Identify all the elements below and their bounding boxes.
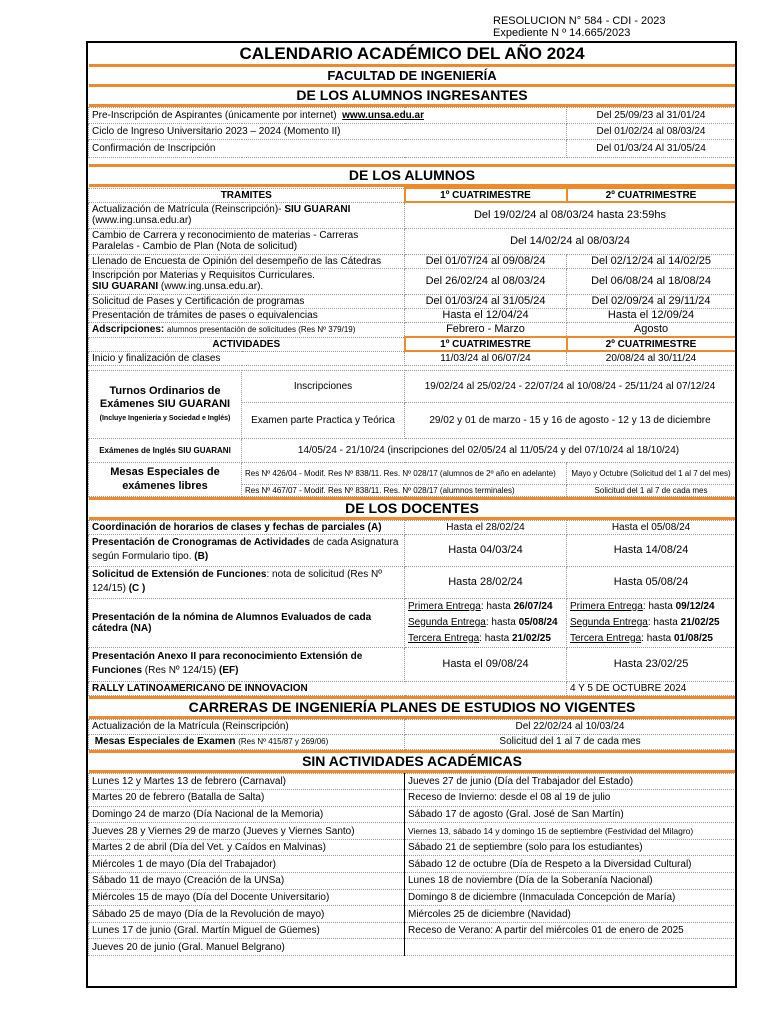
table-row (89, 520, 736, 534)
row-value: Del 22/02/24 al 10/03/24 (405, 719, 736, 734)
row-value-c1: 11/03/24 al 06/07/24 (405, 351, 567, 365)
calendar-document (86, 41, 737, 988)
holiday-left: Lunes 12 y Martes 13 de febrero (Carnaval) (89, 773, 405, 790)
row-value-c2: Hasta el 12/09/24 (567, 308, 736, 322)
holiday-row (89, 823, 736, 840)
row-label: Presentación de la nómina de Alumnos Evaluados de cada cátedra (NA) (89, 598, 405, 647)
row-value-c1: Hasta 04/03/24 (405, 534, 567, 566)
mesas-label: Mesas Especiales de exámenes libres (89, 462, 242, 496)
ingles-label: Exámenes de Inglés SIU GUARANI (89, 438, 242, 462)
turnos-examen-label: Examen parte Practica y Teórica (242, 402, 405, 438)
col-cuatrimestre-2: 2º CUATRIMESTRE (567, 337, 736, 351)
nomina-c1: Primera Entrega: hasta 26/07/24 Segunda Entrega: hasta 05/08/24 Tercera Entrega: hasta 21/02/25 (405, 598, 567, 647)
holiday-right: Receso de Verano: A partir del miércoles 01 de enero de 2025 (405, 922, 736, 939)
row-value: Del 25/09/23 al 31/01/24 (567, 108, 736, 124)
holiday-row (89, 806, 736, 823)
rally-value: 4 Y 5 DE OCTUBRE 2024 (567, 681, 736, 695)
row-value-c1: Hasta el 09/08/24 (405, 647, 567, 681)
table-row (89, 228, 736, 254)
row-value-c2: Agosto (567, 322, 736, 337)
row-label: Pre-Inscripción de Aspirantes (únicamente por internet) www.unsa.edu.ar (89, 108, 567, 124)
mesas-res-2: Res Nº 467/07 - Modif. Res Nº 838/11. Res. Nº 028/17 (alumnos terminales) (242, 484, 567, 496)
row-value-c2: Del 02/09/24 al 29/11/24 (567, 294, 736, 308)
row-value-c2: Hasta 14/08/24 (567, 534, 736, 566)
turnos-examen-value: 29/02 y 01 de marzo - 15 y 16 de agosto - 12 y 13 de diciembre (405, 402, 736, 438)
holiday-row (89, 773, 736, 790)
row-label: Mesas Especiales de Examen (Res Nº 415/87 y 269/06) (89, 734, 405, 749)
table-row (89, 438, 736, 462)
resolution-header (493, 15, 666, 39)
calendar-table (88, 43, 737, 773)
col-cuatrimestre-1: 1º CUATRIMESTRE (405, 188, 567, 202)
row-label: Solicitud de Extensión de Funciones: nota de solicitud (Res Nº 124/15) (C ) (89, 566, 405, 598)
table-row (89, 202, 736, 228)
holiday-right (405, 939, 736, 956)
table-row (89, 734, 736, 749)
table-row (89, 647, 736, 681)
section-heading-ingresantes: DE LOS ALUMNOS INGRESANTES (296, 87, 528, 103)
turnos-inscripciones-value: 19/02/24 al 25/02/24 - 22/07/24 al 10/08/24 - 25/11/24 al 07/12/24 (405, 370, 736, 402)
holiday-row (89, 906, 736, 923)
holiday-left: Jueves 20 de junio (Gral. Manuel Belgrano) (89, 939, 405, 956)
mesas-value-1: Mayo y Octubre (Solicitud del 1 al 7 del mes) (567, 462, 736, 484)
col-cuatrimestre-1: 1º CUATRIMESTRE (405, 337, 567, 351)
row-label: Presentación de Cronogramas de Actividades de cada Asignatura según Formulario tipo. (B) (89, 534, 405, 566)
column-header-row (89, 337, 736, 351)
table-row (89, 462, 736, 484)
table-row (89, 322, 736, 337)
rally-label: RALLY LATINOAMERICANO DE INNOVACION (89, 681, 567, 695)
holiday-left: Martes 2 de abril (Día del Vet. y Caídos en Malvinas) (89, 839, 405, 856)
row-label: Coordinación de horarios de clases y fechas de parciales (A) (89, 520, 405, 534)
row-value-c1: Del 26/02/24 al 08/03/24 (405, 268, 567, 294)
row-label: Actualización de Matrícula (Reinscripción)- SIU GUARANI (www.ing.unsa.edu.ar) (89, 202, 405, 228)
resolution-number: RESOLUCION N° 584 - CDI - 2023 (493, 15, 666, 27)
ingles-value: 14/05/24 - 21/10/24 (inscripciones del 02/05/24 al 11/05/24 y del 07/10/24 al 18/10/24) (242, 438, 736, 462)
holiday-row (89, 790, 736, 807)
holiday-left: Martes 20 de febrero (Batalla de Salta) (89, 790, 405, 807)
holiday-right: Receso de Invierno: desde el 08 al 19 de julio (405, 790, 736, 807)
row-value-c2: Hasta 23/02/25 (567, 647, 736, 681)
holiday-right: Domingo 8 de diciembre (Inmaculada Concepción de María) (405, 889, 736, 906)
holiday-row (89, 922, 736, 939)
row-label: Cambio de Carrera y reconocimiento de materias - Carreras Paralelas - Cambio de Plan (Nota de solicitud) (89, 228, 405, 254)
row-value: Del 01/02/24 al 08/03/24 (567, 124, 736, 140)
holiday-right: Viernes 13, sábado 14 y domingo 15 de septiembre (Festividad del Milagro) (405, 823, 736, 840)
row-value-c2: 20/08/24 al 30/11/24 (567, 351, 736, 365)
page-title: CALENDARIO ACADÉMICO DEL AÑO 2024 (239, 44, 585, 63)
holiday-list (89, 773, 736, 956)
holiday-row (89, 889, 736, 906)
row-label: Solicitud de Pases y Certificación de programas (89, 294, 405, 308)
table-row (89, 268, 736, 294)
row-label: Presentación de trámites de pases o equivalencias (89, 308, 405, 322)
row-value-c2: Del 06/08/24 al 18/08/24 (567, 268, 736, 294)
col-actividades: ACTIVIDADES (89, 337, 405, 351)
table-row (89, 598, 736, 647)
row-label: Confirmación de Inscripción (89, 140, 567, 158)
table-row (89, 719, 736, 734)
table-row (89, 681, 736, 695)
row-value: Del 14/02/24 al 08/03/24 (405, 228, 736, 254)
row-value-c1: Hasta 28/02/24 (405, 566, 567, 598)
holiday-row (89, 839, 736, 856)
holiday-row (89, 939, 736, 956)
holiday-row (89, 873, 736, 890)
table-row (89, 254, 736, 268)
row-value-c2: Hasta 05/08/24 (567, 566, 736, 598)
row-label: Llenado de Encuesta de Opinión del desempeño de las Cátedras (89, 254, 405, 268)
row-label: Ciclo de Ingreso Universitario 2023 – 2024 (Momento II) (89, 124, 567, 140)
holiday-left: Sábado 11 de mayo (Creación de la UNSa) (89, 873, 405, 890)
row-value: Del 19/02/24 al 08/03/24 hasta 23:59hs (405, 202, 736, 228)
row-value-c1: Del 01/03/24 al 31/05/24 (405, 294, 567, 308)
table-row (89, 566, 736, 598)
col-cuatrimestre-2: 2º CUATRIMESTRE (567, 188, 736, 202)
row-value-c1: Hasta el 12/04/24 (405, 308, 567, 322)
table-row (89, 124, 736, 140)
row-label: Adscripciones: alumnos presentación de solicitudes (Res Nº 379/19) (89, 322, 405, 337)
row-label: Presentación Anexo II para reconocimiento Extensión de Funciones (Res Nº 124/15) (EF) (89, 647, 405, 681)
row-value-c1: Del 01/07/24 al 09/08/24 (405, 254, 567, 268)
section-heading-sin-actividades: SIN ACTIVIDADES ACADÉMICAS (302, 752, 522, 769)
mesas-value-2: Solicitud del 1 al 7 de cada mes (567, 484, 736, 496)
holiday-right: Jueves 27 de junio (Día del Trabajador del Estado) (405, 773, 736, 790)
holiday-left: Lunes 17 de junio (Gral. Martín Miguel de Güemes) (89, 922, 405, 939)
row-label: Inscripción por Materias y Requisitos Curriculares. SIU GUARANI (www.ing.unsa.edu.ar). (89, 268, 405, 294)
holiday-left: Miércoles 1 de mayo (Día del Trabajador) (89, 856, 405, 873)
row-value-c1: Hasta el 28/02/24 (405, 520, 567, 534)
holiday-left: Jueves 28 y Viernes 29 de marzo (Jueves y Viernes Santo) (89, 823, 405, 840)
holiday-left: Sábado 25 de mayo (Día de la Revolución de mayo) (89, 906, 405, 923)
holiday-right: Sábado 17 de agosto (Gral. José de San Martín) (405, 806, 736, 823)
holiday-right: Sábado 21 de septiembre (solo para los estudiantes) (405, 839, 736, 856)
col-tramites: TRAMITES (89, 188, 405, 202)
row-value: Solicitud del 1 al 7 de cada mes (405, 734, 736, 749)
holiday-left: Domingo 24 de marzo (Día Nacional de la Memoria) (89, 806, 405, 823)
holiday-right: Miércoles 25 de diciembre (Navidad) (405, 906, 736, 923)
row-value-c2: Hasta el 05/08/24 (567, 520, 736, 534)
table-row (89, 351, 736, 365)
row-value: Del 01/03/24 Al 31/05/24 (567, 140, 736, 158)
row-value-c1: Febrero - Marzo (405, 322, 567, 337)
divider (89, 184, 736, 187)
unsa-link[interactable]: www.unsa.edu.ar (342, 110, 425, 121)
turnos-label: Turnos Ordinarios de Exámenes SIU GUARANI (Incluye Ingeniería y Sociedad e Inglés) (89, 370, 242, 438)
table-row (89, 370, 736, 402)
nomina-c2: Primera Entrega: hasta 09/12/24 Segunda Entrega: hasta 21/02/25 Tercera Entrega: hasta 01/08/25 (567, 598, 736, 647)
section-heading-alumnos: DE LOS ALUMNOS (348, 167, 476, 183)
holidays-table (88, 773, 736, 957)
row-label: Inicio y finalización de clases (89, 351, 405, 365)
mesas-res-1: Res Nº 426/04 - Modif. Res Nº 838/11. Res. Nº 028/17 (alumnos de 2º año en adelante) (242, 462, 567, 484)
section-heading-docentes: DE LOS DOCENTES (345, 499, 479, 516)
table-row (89, 534, 736, 566)
table-row (89, 308, 736, 322)
table-row (89, 294, 736, 308)
holiday-row (89, 856, 736, 873)
table-row (89, 140, 736, 158)
expediente-number: Expediente N º 14.665/2023 (493, 27, 631, 39)
holiday-right: Lunes 18 de noviembre (Día de la Soberanía Nacional) (405, 873, 736, 890)
faculty-title: FACULTAD DE INGENIERÍA (327, 68, 497, 83)
holiday-left: Miércoles 15 de mayo (Día del Docente Universitario) (89, 889, 405, 906)
section-heading-no-vigentes: CARRERAS DE INGENIERÍA PLANES DE ESTUDIOS NO VIGENTES (188, 698, 636, 715)
row-value-c2: Del 02/12/24 al 14/02/25 (567, 254, 736, 268)
holiday-right: Sábado 12 de octubre (Día de Respeto a la Diversidad Cultural) (405, 856, 736, 873)
turnos-inscripciones-label: Inscripciones (242, 370, 405, 402)
table-row (89, 108, 736, 124)
column-header-row (89, 188, 736, 202)
row-label: Actualización de la Matrícula (Reinscripción) (89, 719, 405, 734)
